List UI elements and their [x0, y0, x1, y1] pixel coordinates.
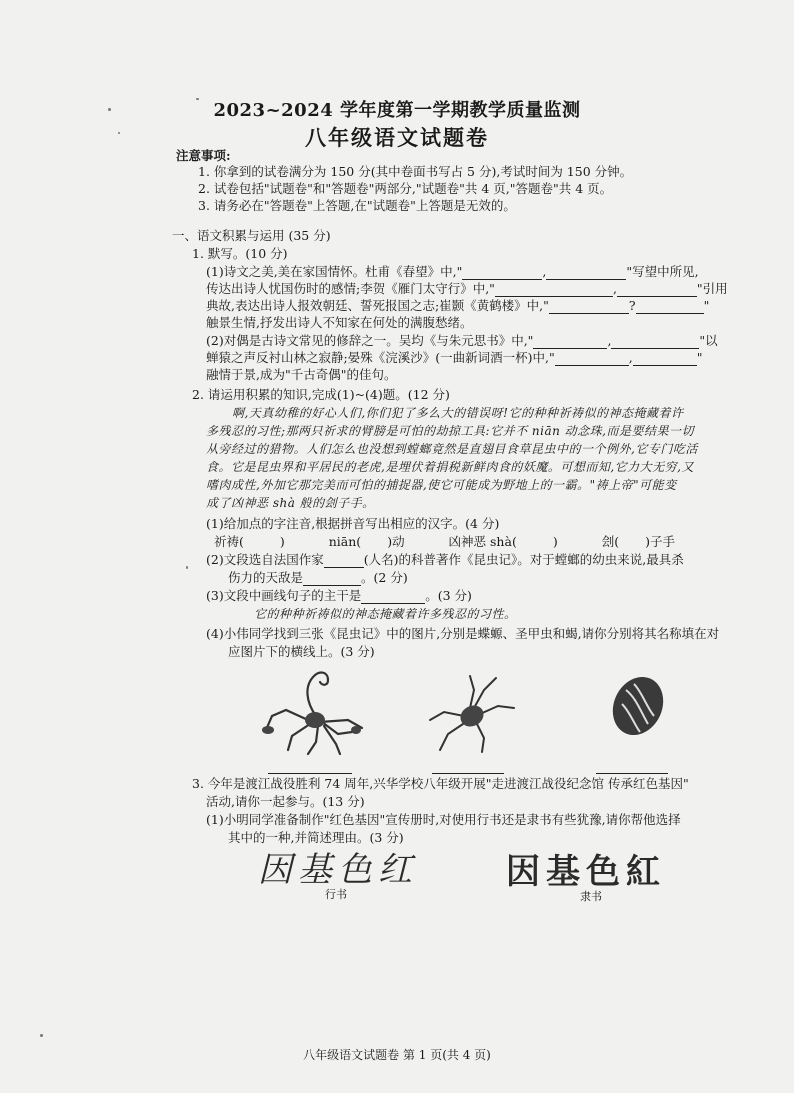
xingshu-label: 行书	[325, 888, 347, 901]
subquestion-text: (4)小伟同学找到三张《昆虫记》中的图片,分别是蝶螈、圣甲虫和蝎,请你分别将其名称填在对	[206, 626, 720, 641]
question-text: 触景生情,抒发出诗人不知家在何处的满腹愁绪。	[206, 315, 473, 330]
scan-speck	[196, 98, 199, 100]
subquestion-text: (3)文段中画线句子的主干是 。(3 分)	[206, 588, 472, 603]
question-text: 传达出诗人忧国伤时的感情;李贺《雁门太守行》中," , "引用	[206, 281, 728, 296]
notice-heading: 注意事项:	[176, 148, 231, 163]
pinyin-fill-row: 祈祷( ) niān( )动 凶神恶 shà( ) 刽( )子手	[214, 534, 675, 549]
exam-title: 2023~2024 学年度第一学期教学质量监测	[213, 100, 581, 121]
passage-line: 啊,天真幼稚的好心人们,你们犯了多么大的错误呀!它的种种祈祷似的神态掩藏着许	[232, 406, 684, 420]
mantis-image	[606, 668, 670, 748]
question-text: (1)诗文之美,美在家国情怀。杜甫《春望》中," , "写望中所见,	[206, 264, 699, 279]
scan-speck	[118, 132, 120, 134]
question-title: 1. 默写。(10 分)	[192, 246, 288, 261]
passage-line: 从旁经过的猎物。人们怎么也没想到螳螂竟然是直翅目食草昆虫中的一个例外,它专门吃活	[206, 442, 698, 456]
underlined-sentence: 它的种种祈祷似的神态掩藏着许多残忍的习性。	[254, 607, 517, 621]
scan-speck	[40, 1034, 43, 1037]
passage-line: 嗜肉成性,外加它那完美而可怕的捕捉器,使它可能成为野地上的一霸。"祷上帝"可能变	[206, 478, 677, 492]
xingshu-calligraphy: 因基色红	[258, 850, 418, 890]
notice-item: 1. 你拿到的试卷满分为 150 分(其中卷面书写占 5 分),考试时间为 150 分钟。	[198, 164, 633, 179]
question-text: 典故,表达出诗人报效朝廷、誓死报国之志;崔颢《黄鹤楼》中," ? "	[206, 298, 710, 313]
scan-speck	[186, 566, 188, 569]
passage-line: 食。它是昆虫界和平居民的老虎,是埋伏着捐税新鲜肉食的妖魔。可想而知,它力大无穷,又	[206, 460, 694, 474]
lishu-label: 隶书	[580, 890, 602, 903]
question-text: 融情于景,成为"千古奇偶"的佳句。	[206, 367, 397, 382]
subquestion-text: (2)文段选自法国作家 (人名)的科普著作《昆虫记》。对于螳螂的幼虫来说,最具杀	[206, 552, 684, 567]
scan-speck	[108, 108, 111, 111]
answer-blank[interactable]	[596, 758, 668, 774]
subquestion-text: (1)小明同学准备制作"红色基因"宣传册时,对使用行书还是隶书有些犹豫,请你帮他选择	[206, 812, 681, 827]
subquestion-text: (1)给加点的字注音,根据拼音写出相应的汉字。(4 分)	[206, 516, 500, 531]
notice-item: 3. 请务必在"答题卷"上答题,在"试题卷"上答题是无效的。	[198, 198, 516, 213]
subquestion-text: 伤力的天敌是 。(2 分)	[228, 570, 408, 585]
beetle-image	[424, 672, 520, 756]
question-title: 2. 请运用积累的知识,完成(1)~(4)题。(12 分)	[192, 387, 450, 402]
question-title: 活动,请你一起参与。(13 分)	[206, 794, 365, 809]
subquestion-text: 其中的一种,并简述理由。(3 分)	[228, 830, 404, 845]
lishu-calligraphy: 因基色紅	[506, 852, 666, 892]
passage-line: 多残忍的习性;那两只祈求的臂膀是可怕的劫掠工具:它并不 niān 动念珠,而是要结果一切	[206, 424, 694, 438]
question-text: 蝉猿之声反衬山林之寂静;晏殊《浣溪沙》(一曲新词酒一杯)中," , "	[206, 350, 703, 365]
answer-blank[interactable]	[268, 758, 352, 774]
question-text: (2)对偶是古诗文常见的修辞之一。吴均《与朱元思书》中," , "以	[206, 333, 718, 348]
notice-item: 2. 试卷包括"试题卷"和"答题卷"两部分,"试题卷"共 4 页,"答题卷"共 4 页。	[198, 181, 613, 196]
section-heading: 一、语文积累与运用 (35 分)	[172, 228, 331, 243]
question-title: 3. 今年是渡江战役胜利 74 周年,兴华学校八年级开展"走进渡江战役纪念馆 传承红色基因"	[192, 776, 689, 791]
page-footer: 八年级语文试题卷 第 1 页(共 4 页)	[303, 1048, 491, 1062]
scorpion-image	[258, 662, 370, 758]
exam-subtitle: 八年级语文试题卷	[305, 125, 489, 150]
passage-line: 成了凶神恶 shà 般的刽子手。	[206, 496, 375, 510]
subquestion-text: 应图片下的横线上。(3 分)	[228, 644, 375, 659]
answer-blank[interactable]	[432, 758, 504, 774]
